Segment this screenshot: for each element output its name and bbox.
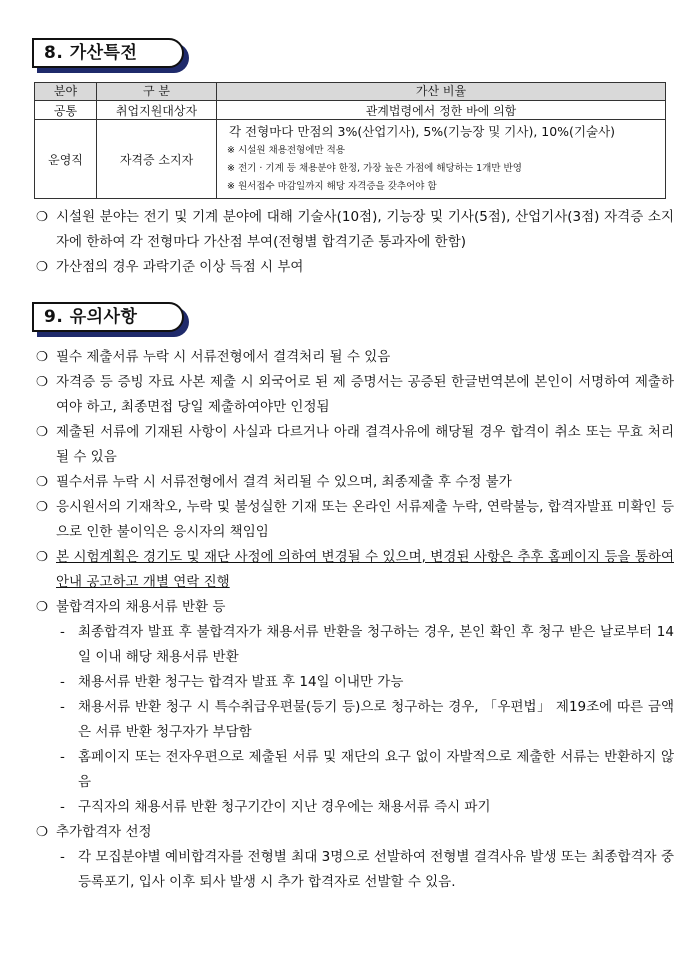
- list-item-underlined: ❍ 본 시험계획은 경기도 및 재단 사정에 의하여 변경될 수 있으며, 변경된 사항은 추후 홈페이지 등을 통하여 안내 공고하고 개별 연락 진행: [34, 545, 674, 595]
- circle-bullet-icon: ❍: [36, 599, 49, 615]
- sub-list-item: - 홈페이지 또는 전자우편으로 제출된 서류 및 재단의 요구 없이 자발적으로 제출한 서류는 반환하지 않음: [34, 745, 674, 795]
- bonus-table: [34, 82, 666, 199]
- table-row: [35, 101, 666, 120]
- circle-bullet-icon: ❍: [36, 424, 49, 440]
- sub-list-item: - 채용서류 반환 청구는 합격자 발표 후 14일 이내만 가능: [34, 670, 674, 695]
- detail-note: ※ 전기 · 기계 등 채용분야 한정, 가장 높은 가점에 해당하는 1개만 반영: [227, 163, 522, 174]
- sub-list-item: - 채용서류 반환 청구 시 특수취급우편물(등기 등)으로 청구하는 경우, 「우편법」 제19조에 따른 금액은 서류 반환 청구자가 부담함: [34, 695, 674, 745]
- row-detail: [217, 120, 666, 199]
- list-item: ❍ 필수서류 누락 시 서류전형에서 결격 처리될 수 있으며, 최종제출 후 수정 불가: [34, 470, 674, 495]
- dash-bullet-icon: -: [60, 749, 65, 765]
- circle-bullet-icon: ❍: [36, 474, 49, 490]
- sub-list-item: - 최종합격자 발표 후 불합격자가 채용서류 반환을 청구하는 경우, 본인 확인 후 청구 받은 날로부터 14일 이내 해당 채용서류 반환: [34, 620, 674, 670]
- list-item: ❍ 필수 제출서류 누락 시 서류전형에서 결격처리 될 수 있음: [34, 345, 674, 370]
- circle-bullet-icon: ❍: [36, 549, 49, 565]
- circle-bullet-icon: ❍: [36, 374, 49, 390]
- dash-bullet-icon: -: [60, 674, 65, 690]
- header-field: 분야: [35, 83, 97, 101]
- circle-bullet-icon: ❍: [36, 824, 49, 840]
- section-8-bullets: [34, 205, 674, 280]
- table-row: [35, 120, 666, 199]
- row-field: 운영직: [35, 120, 97, 199]
- section-9-title: 9. 유의사항: [32, 302, 184, 332]
- row-detail: 관계법령에서 정한 바에 의함: [217, 101, 666, 120]
- circle-bullet-icon: ❍: [36, 499, 49, 515]
- detail-note: ※ 원서접수 마감일까지 해당 자격증을 갖추어야 함: [227, 181, 437, 192]
- section-9-list: [34, 345, 674, 895]
- header-category: 구 분: [97, 83, 217, 101]
- detail-note: ※ 시설원 채용전형에만 적용: [227, 145, 345, 156]
- list-item: ❍ 가산점의 경우 과락기준 이상 득점 시 부여: [34, 255, 674, 280]
- list-item: ❍ 응시원서의 기재착오, 누락 및 불성실한 기재 또는 온라인 서류제출 누락, 연락불능, 합격자발표 미확인 등으로 인한 불이익은 응시자의 책임임: [34, 495, 674, 545]
- header-ratio: 가산 비율: [217, 83, 666, 101]
- circle-bullet-icon: ❍: [36, 209, 49, 225]
- dash-bullet-icon: -: [60, 699, 65, 715]
- detail-main: 각 전형마다 만점의 3%(산업기사), 5%(기능장 및 기사), 10%(기술사): [229, 124, 616, 139]
- dash-bullet-icon: -: [60, 624, 65, 640]
- list-item: ❍ 자격증 등 증빙 자료 사본 제출 시 외국어로 된 제 증명서는 공증된 한글번역본에 본인이 서명하여 제출하여야 하고, 최종면접 당일 제출하여야만 인정됨: [34, 370, 674, 420]
- table-header-row: [35, 83, 666, 101]
- row-category: 취업지원대상자: [97, 101, 217, 120]
- list-item: ❍ 추가합격자 선정: [34, 820, 674, 845]
- sub-list-item: - 구직자의 채용서류 반환 청구기간이 지난 경우에는 채용서류 즉시 파기: [34, 795, 674, 820]
- dash-bullet-icon: -: [60, 849, 65, 865]
- dash-bullet-icon: -: [60, 799, 65, 815]
- sub-list-item: - 각 모집분야별 예비합격자를 전형별 최대 3명으로 선발하여 전형별 결격사유 발생 또는 최종합격자 중 등록포기, 입사 이후 퇴사 발생 시 추가 합격자로 선발할 수 있음.: [34, 845, 674, 895]
- section-8-title: 8. 가산특전: [32, 38, 184, 68]
- row-category: 자격증 소지자: [97, 120, 217, 199]
- list-item: ❍ 시설원 분야는 전기 및 기계 분야에 대해 기술사(10점), 기능장 및 기사(5점), 산업기사(3점) 자격증 소지자에 한하여 각 전형마다 가산점 부여(전형별 합격기준 통과자에 한함): [34, 205, 674, 255]
- row-field: 공통: [35, 101, 97, 120]
- circle-bullet-icon: ❍: [36, 349, 49, 365]
- circle-bullet-icon: ❍: [36, 259, 49, 275]
- list-item: ❍ 불합격자의 채용서류 반환 등: [34, 595, 674, 620]
- list-item: ❍ 제출된 서류에 기재된 사항이 사실과 다르거나 아래 결격사유에 해당될 경우 합격이 취소 또는 무효 처리될 수 있음: [34, 420, 674, 470]
